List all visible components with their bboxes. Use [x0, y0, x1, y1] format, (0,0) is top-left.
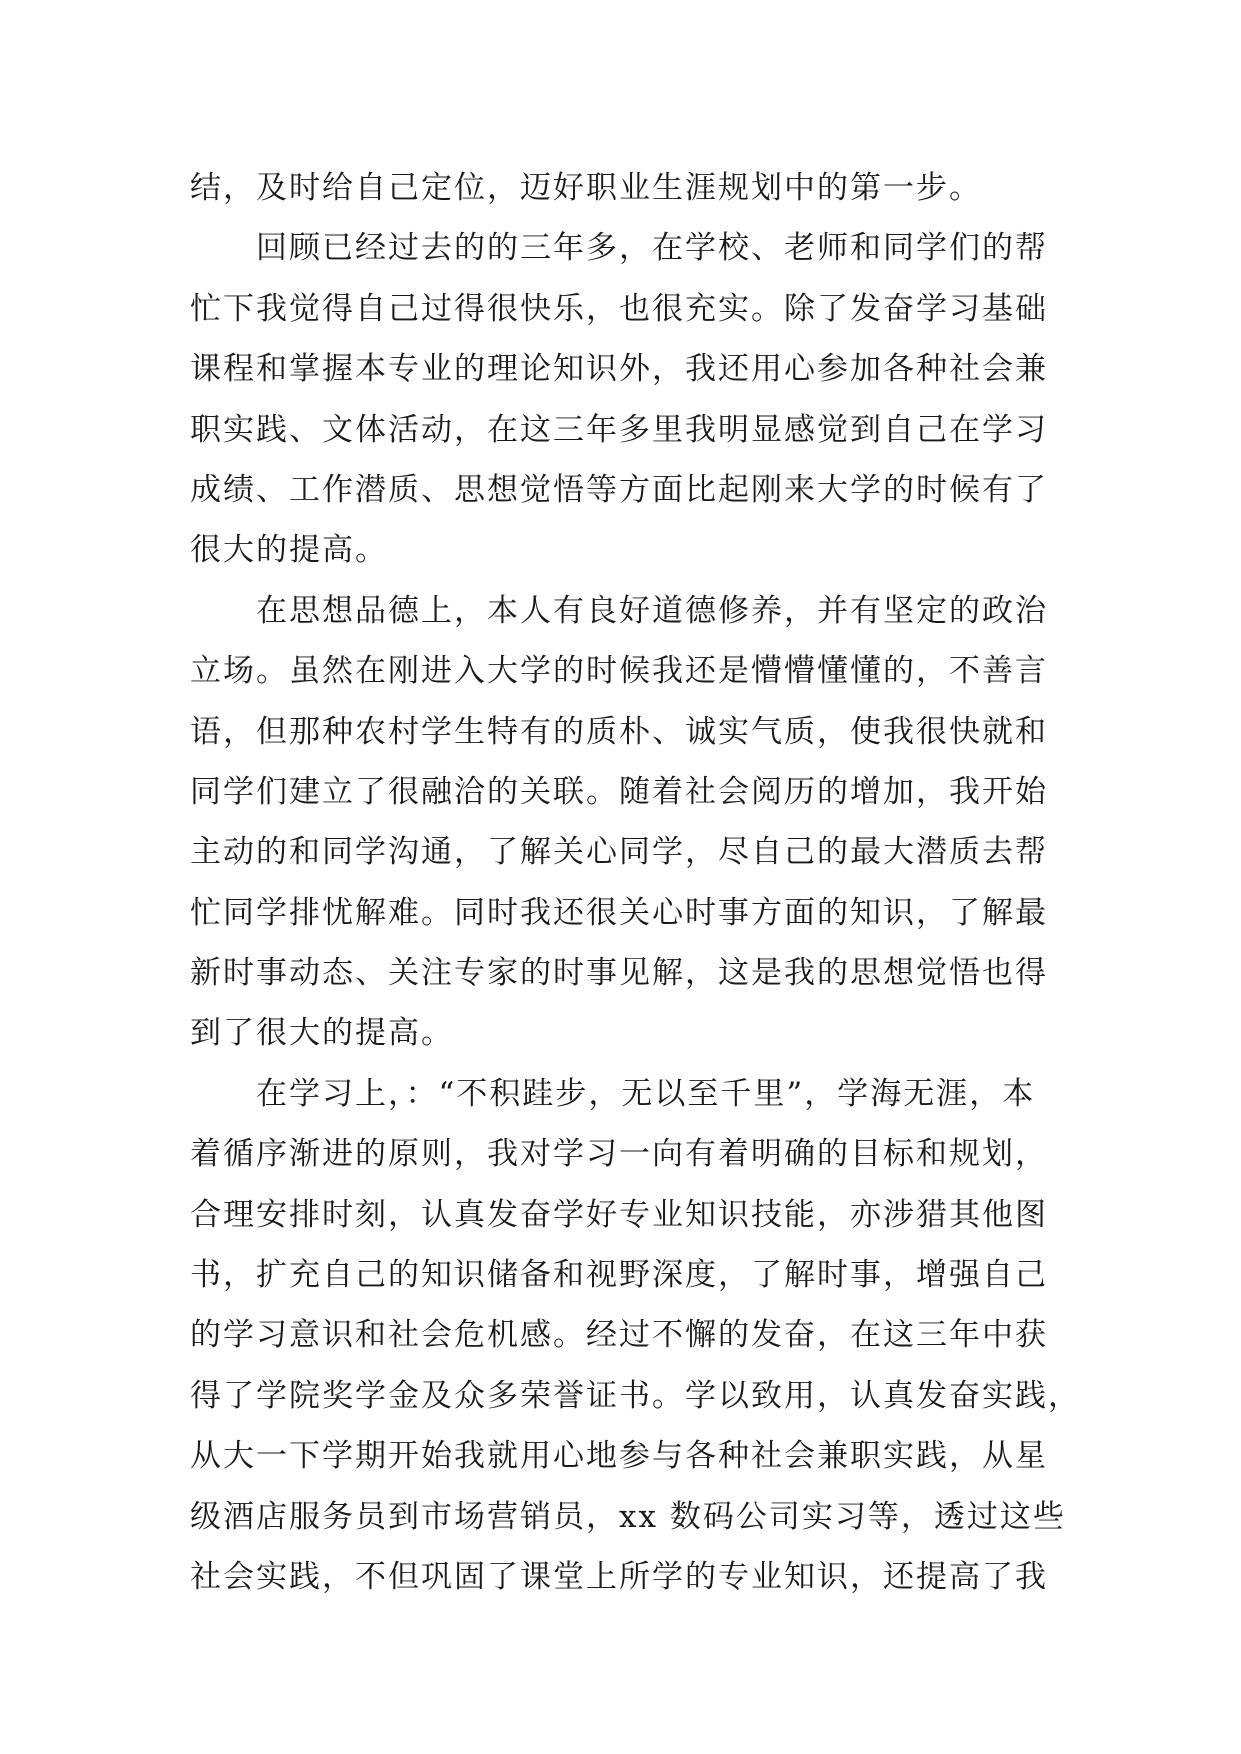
- text-line: 合理安排时刻，认真发奋学好专业知识技能，亦涉猎其他图: [190, 1196, 1048, 1233]
- paragraph-first-line: 在学习上，：“不积跬步，无以至千里”，学海无涯，本: [256, 1075, 1036, 1112]
- body-text: [190, 158, 1081, 1607]
- text-line: 成绩、工作潜质、思想觉悟等方面比起刚来大学的时候有了: [190, 471, 1048, 508]
- text-line: 职实践、文体活动，在这三年多里我明显感觉到自己在学习: [190, 411, 1048, 448]
- text-line: 同学们建立了很融洽的关联。随着社会阅历的增加，我开始: [190, 773, 1048, 810]
- text-line: 结，及时给自己定位，迈好职业生涯规划中的第一步。: [190, 170, 982, 206]
- text-line: 着循序渐进的原则，我对学习一向有着明确的目标和规划，: [190, 1136, 1048, 1173]
- paragraph-first-line: 在思想品德上，本人有良好道德修养，并有坚定的政治: [256, 592, 1048, 629]
- text-line: 很大的提高。: [190, 532, 388, 569]
- text-line: 主动的和同学沟通，了解关心同学，尽自己的最大潜质去帮: [190, 834, 1048, 871]
- text-line: 得了学院奖学金及众多荣誉证书。学以致用，认真发奋实践，: [190, 1377, 1081, 1414]
- text-line: 级酒店服务员到市场营销员，xx 数码公司实习等，透过这些: [190, 1498, 1066, 1535]
- text-line: 立场。虽然在刚进入大学的时候我还是懵懵懂懂的，不善言: [190, 653, 1048, 690]
- text-line: 新时事动态、关注专家的时事见解，这是我的思想觉悟也得: [190, 955, 1048, 992]
- paragraph-first-line: 回顾已经过去的的三年多，在学校、老师和同学们的帮: [256, 230, 1048, 267]
- text-line: 的学习意识和社会危机感。经过不懈的发奋，在这三年中获: [190, 1317, 1048, 1354]
- text-line: 从大一下学期开始我就用心地参与各种社会兼职实践，从星: [190, 1438, 1048, 1475]
- text-line: 书，扩充自己的知识储备和视野深度，了解时事，增强自己: [190, 1257, 1048, 1294]
- text-line: 语，但那种农村学生特有的质朴、诚实气质，使我很快就和: [190, 713, 1048, 750]
- text-line: 忙同学排忧解难。同时我还很关心时事方面的知识，了解最: [190, 894, 1048, 931]
- text-line: 社会实践，不但巩固了课堂上所学的专业知识，还提高了我: [190, 1558, 1048, 1595]
- text-line: 忙下我觉得自己过得很快乐，也很充实。除了发奋学习基础: [190, 290, 1048, 327]
- text-line: 课程和掌握本专业的理论知识外，我还用心参加各种社会兼: [190, 351, 1048, 388]
- text-line: 到了很大的提高。: [190, 1015, 454, 1052]
